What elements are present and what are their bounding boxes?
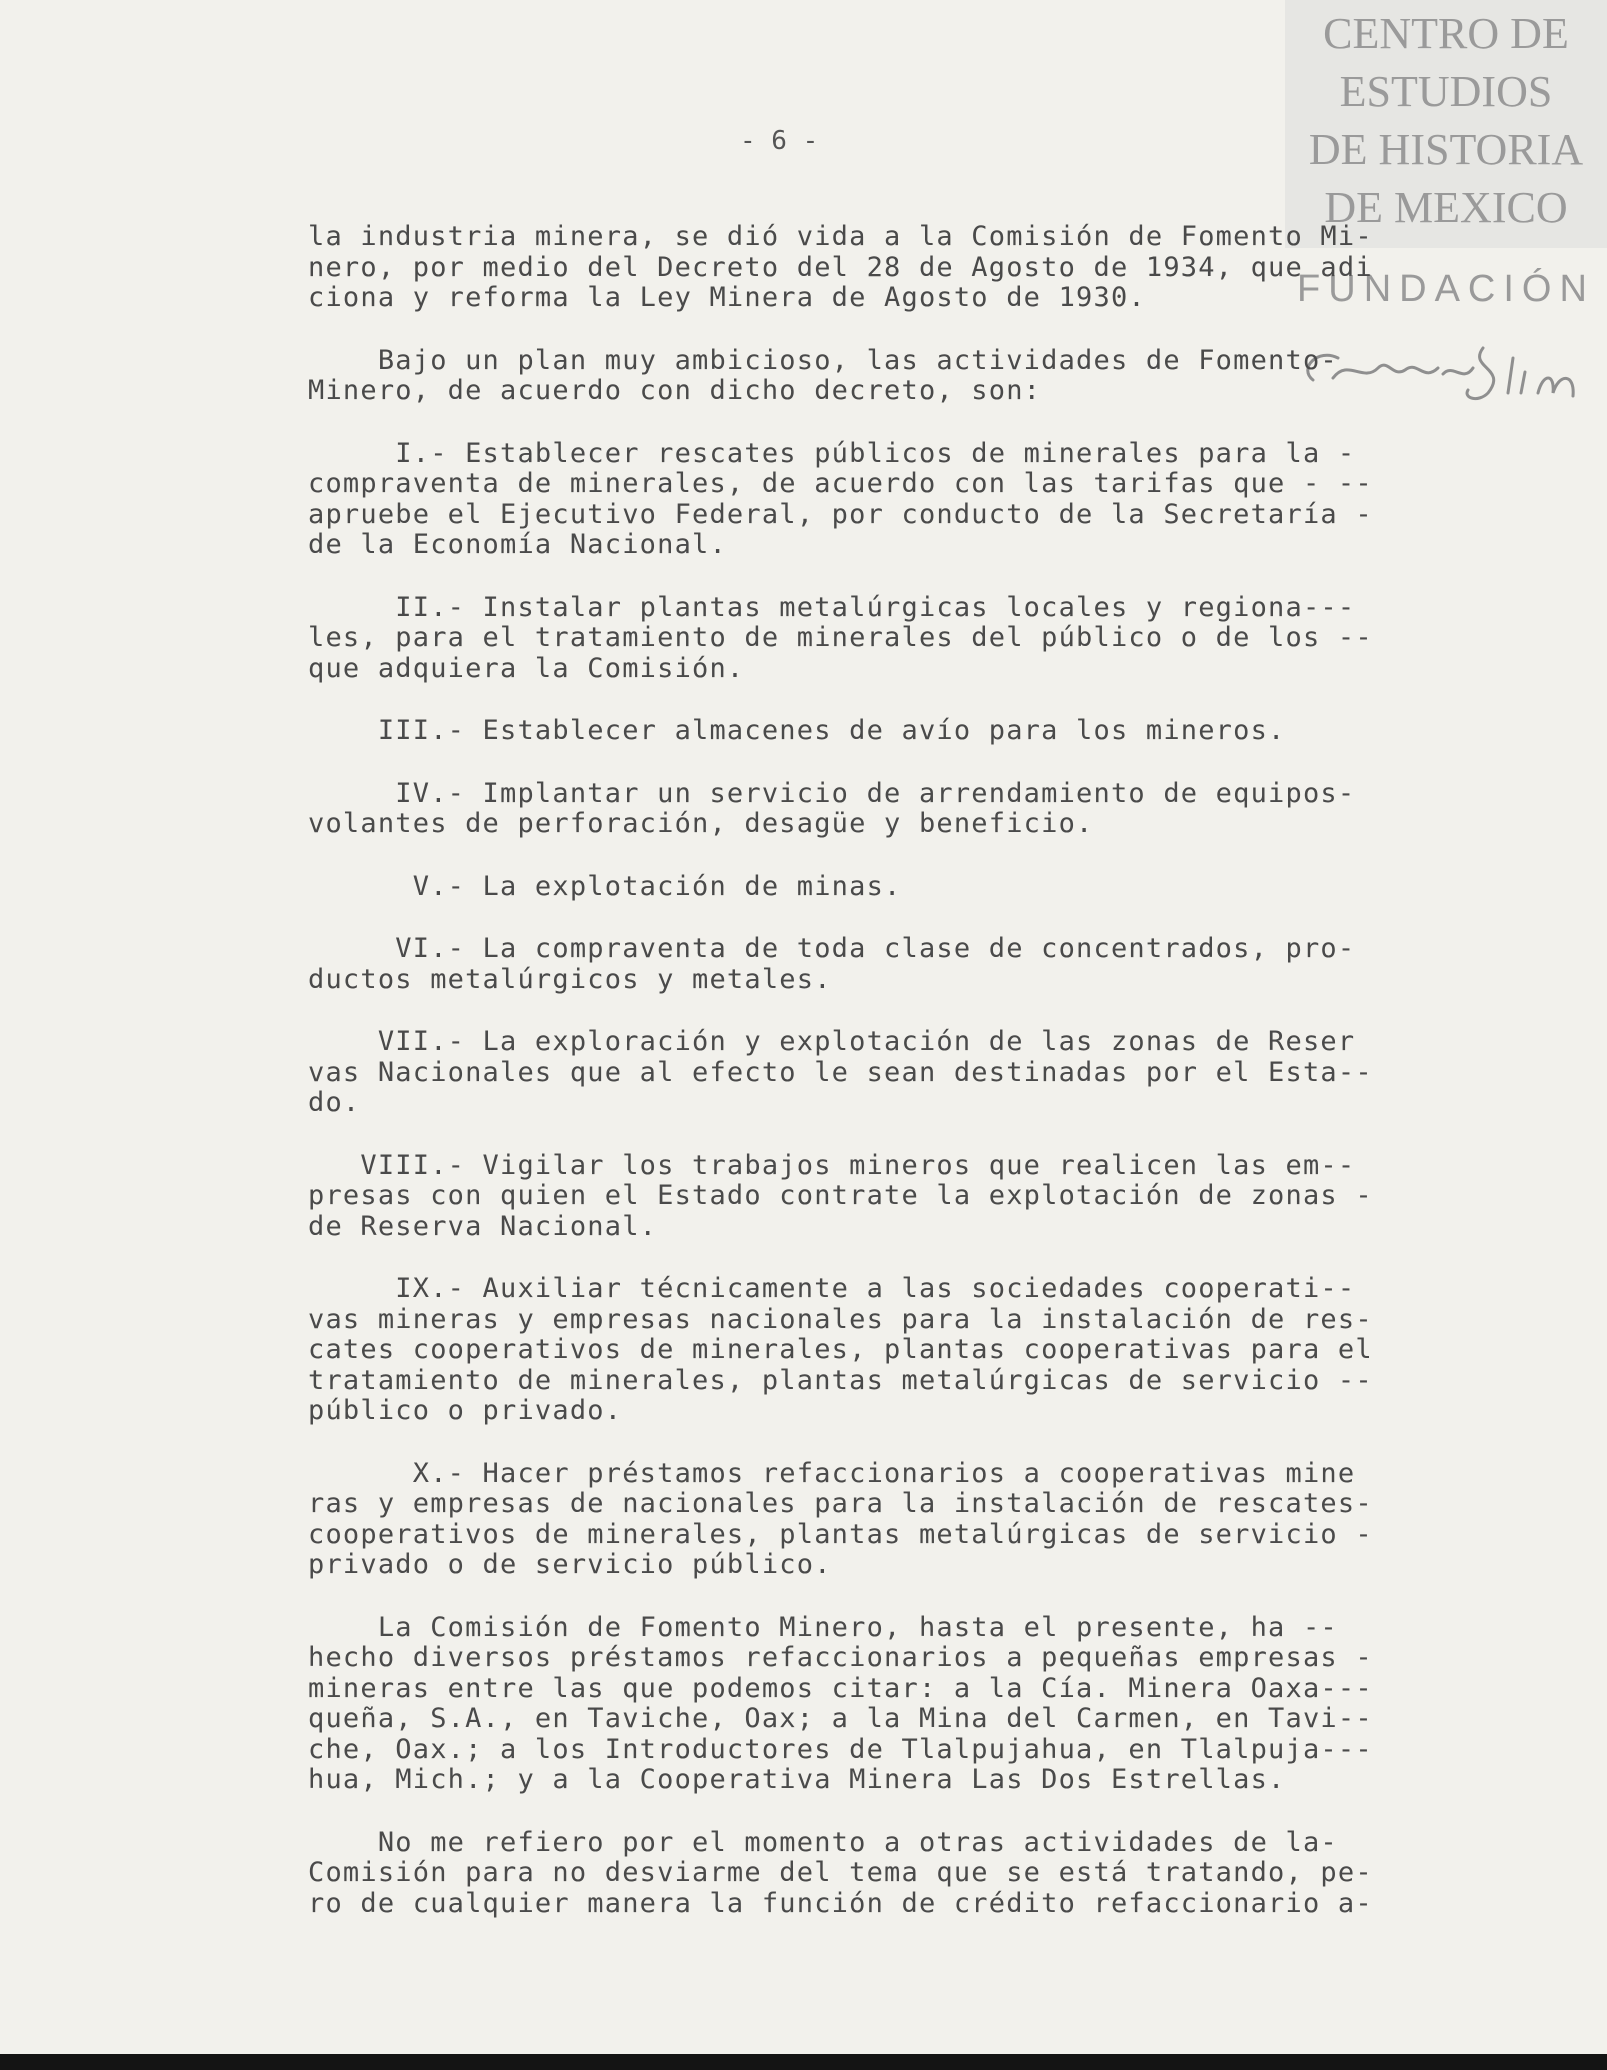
text-line: nero, por medio del Decreto del 28 de Agosto de 1934, que adi	[308, 252, 1373, 283]
text-line: V.- La explotación de minas.	[308, 871, 902, 902]
text-line: VI.- La compraventa de toda clase de concentrados, pro-	[308, 933, 1356, 964]
text-line: che, Oax.; a los Introductores de Tlalpujahua, en Tlalpuja---	[308, 1734, 1373, 1765]
text-line: ro de cualquier manera la función de crédito refaccionario a-	[308, 1888, 1373, 1919]
text-line: No me refiero por el momento a otras actividades de la-	[308, 1827, 1338, 1858]
watermark-line: CENTRO DE	[1323, 9, 1569, 58]
text-line: VII.- La exploración y explotación de las zonas de Reser	[308, 1026, 1356, 1057]
watermark-line: DE MEXICO	[1324, 183, 1568, 232]
scan-border	[0, 2054, 1607, 2070]
text-line: III.- Establecer almacenes de avío para los mineros.	[308, 715, 1286, 746]
signature-logo	[1293, 338, 1593, 408]
text-line: hecho diversos préstamos refaccionarios a pequeñas empresas -	[308, 1642, 1373, 1673]
text-line: do.	[308, 1087, 361, 1118]
watermark-line: DE HISTORIA	[1308, 125, 1584, 174]
page-number: - 6 -	[740, 126, 819, 156]
text-line: la industria minera, se dió vida a la Comisión de Fomento Mi-	[308, 221, 1373, 252]
text-line: X.- Hacer préstamos refaccionarios a cooperativas mine	[308, 1458, 1356, 1489]
text-line: volantes de perforación, desagüe y beneficio.	[308, 808, 1094, 839]
text-line: apruebe el Ejecutivo Federal, por conducto de la Secretaría -	[308, 499, 1373, 530]
text-line: compraventa de minerales, de acuerdo con las tarifas que - --	[308, 468, 1373, 499]
text-line: Minero, de acuerdo con dicho decreto, son:	[308, 375, 1042, 406]
text-line: Comisión para no desviarme del tema que se está tratando, pe-	[308, 1857, 1373, 1888]
text-line: La Comisión de Fomento Minero, hasta el presente, ha --	[308, 1612, 1338, 1643]
text-line: I.- Establecer rescates públicos de minerales para la -	[308, 438, 1356, 469]
text-line: mineras entre las que podemos citar: a la Cía. Minera Oaxa---	[308, 1673, 1373, 1704]
watermark-foundation: FUNDACIÓN	[1297, 268, 1595, 310]
archive-watermark	[1285, 0, 1607, 248]
text-line: presas con quien el Estado contrate la explotación de zonas -	[308, 1180, 1373, 1211]
text-line: público o privado.	[308, 1395, 623, 1426]
text-line: ductos metalúrgicos y metales.	[308, 964, 832, 995]
text-line: ras y empresas de nacionales para la instalación de rescates-	[308, 1488, 1373, 1519]
text-line: les, para el tratamiento de minerales del público o de los --	[308, 622, 1373, 653]
text-line: cooperativos de minerales, plantas metalúrgicas de servicio -	[308, 1519, 1373, 1550]
text-line: vas Nacionales que al efecto le sean destinadas por el Esta--	[308, 1057, 1373, 1088]
text-line: de Reserva Nacional.	[308, 1211, 658, 1242]
text-line: tratamiento de minerales, plantas metalúrgicas de servicio --	[308, 1365, 1373, 1396]
watermark-line: ESTUDIOS	[1339, 67, 1553, 116]
text-line: vas mineras y empresas nacionales para la instalación de res-	[308, 1304, 1373, 1335]
text-line: hua, Mich.; y a la Cooperativa Minera Las Dos Estrellas.	[308, 1764, 1286, 1795]
text-line: IX.- Auxiliar técnicamente a las sociedades cooperati--	[308, 1273, 1356, 1304]
text-line: privado o de servicio público.	[308, 1549, 832, 1580]
text-line: IV.- Implantar un servicio de arrendamiento de equipos-	[308, 778, 1356, 809]
text-line: cates cooperativos de minerales, plantas cooperativas para el	[308, 1334, 1373, 1365]
text-line: de la Economía Nacional.	[308, 529, 727, 560]
text-line: ciona y reforma la Ley Minera de Agosto de 1930.	[308, 282, 1146, 313]
text-line: VIII.- Vigilar los trabajos mineros que realicen las em--	[308, 1150, 1356, 1181]
text-line: queña, S.A., en Taviche, Oax; a la Mina del Carmen, en Tavi--	[308, 1703, 1373, 1734]
text-line: Bajo un plan muy ambicioso, las actividades de Fomento-	[308, 345, 1338, 376]
text-line: que adquiera la Comisión.	[308, 653, 745, 684]
text-line: II.- Instalar plantas metalúrgicas locales y regiona---	[308, 592, 1356, 623]
